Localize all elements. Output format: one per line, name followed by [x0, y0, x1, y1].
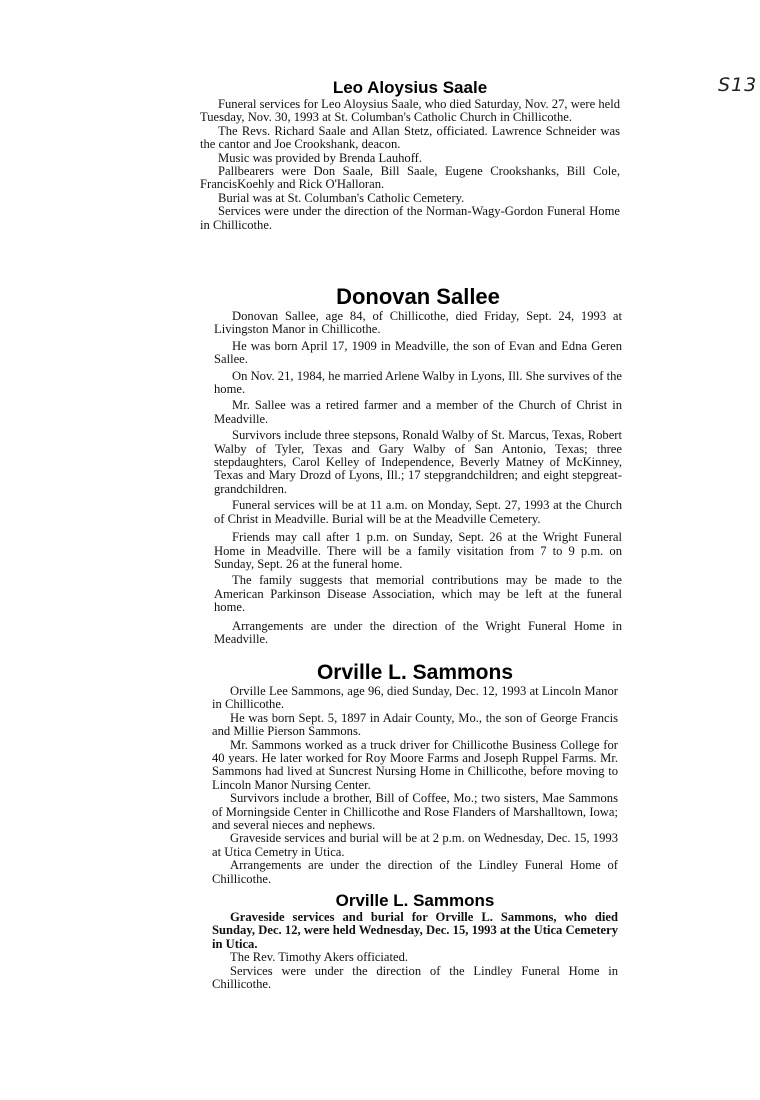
paragraph: Arrangements are under the direction of the Lindley Funeral Home of Chillicothe. [212, 858, 618, 886]
paragraph: He was born Sept. 5, 1897 in Adair County, Mo., the son of George Francis and Millie Pierson Sammons. [212, 710, 618, 739]
paragraph: Services were under the direction of the Lindley Funeral Home in Chillicothe. [212, 963, 618, 992]
paragraph: Graveside services and burial for Orville L. Sammons, who died Sunday, Dec. 12, were held Wednesday, Dec. 15, 1993 at the Utica Cemetery in Utica. [212, 910, 618, 951]
paragraph: He was born April 17, 1909 in Meadville, the son of Evan and Edna Geren Sallee. [214, 338, 622, 367]
paragraph: Burial was at St. Columban's Catholic Cemetery. [218, 190, 465, 205]
paragraph: Mr. Sammons worked as a truck driver for Chillicothe Business College for 40 years. He later worked for Roy Moore Farms and Joseph Ruppel Farms. Mr. Sammons had lived at Suncrest Nursing Home in Chillicothe, before moving to Lincoln Manor Nursing Center. [212, 737, 618, 792]
paragraph: Friends may call after 1 p.m. on Sunday, Sept. 26 at the Wright Funeral Home in Meadville. There will be a family visitation from 7 to 9 p.m. on Sunday, Sept. 26 at the funeral home. [214, 530, 622, 571]
handwritten-page-mark: S13 [718, 74, 758, 96]
paragraph: Donovan Sallee, age 84, of Chillicothe, died Friday, Sept. 24, 1993 at Livingston Manor in Chillicothe. [214, 309, 622, 337]
obituary-body [200, 98, 620, 232]
paragraph: Pallbearers were Don Saale, Bill Saale, Eugene Crookshanks, Bill Cole, FrancisKoehly and Rick O'Halloran. [200, 164, 620, 192]
obituary-body [212, 685, 618, 886]
obituary-title: Donovan Sallee [336, 284, 500, 309]
paragraph: Funeral services for Leo Aloysius Saale, who died Saturday, Nov. 27, were held Tuesday, Nov. 30, 1993 at St. Columban's Catholic Church in Chillicothe. [200, 97, 620, 125]
obituary-body [212, 911, 618, 991]
paragraph: The family suggests that memorial contributions may be made to the American Parkinson Disease Association, which may be left at the funeral home. [214, 573, 622, 615]
paragraph: Survivors include three stepsons, Ronald Walby of St. Marcus, Texas, Robert Walby of Tyler, Texas and Gary Walby of San Antonio, Texas; three stepdaughters, Carol Kelley of Independence, Beverly Matney of McKinney, Texas and Mary Drozd of Lyons, Ill.; 17 stepgrandchildren; and eight stepgreat-grandchildren. [214, 428, 622, 496]
paragraph: Graveside services and burial will be at 2 p.m. on Wednesday, Dec. 15, 1993 at Utica Cemetry in Utica. [212, 831, 618, 859]
paragraph: The Revs. Richard Saale and Allan Stetz, officiated. Lawrence Schneider was the cantor and Joe Crookshank, deacon. [200, 123, 620, 152]
obituary-orville-l-sammons [212, 660, 618, 886]
paragraph: Services were under the direction of the Norman-Wagy-Gordon Funeral Home in Chillicothe. [200, 204, 620, 232]
paragraph: Survivors include a brother, Bill of Coffee, Mo.; two sisters, Mae Sammons of Morningside Center in Chillicothe and Rose Flanders of Marshalltown, Iowa; and several nieces and nephews. [212, 791, 618, 833]
paragraph: Orville Lee Sammons, age 96, died Sunday, Dec. 12, 1993 at Lincoln Manor in Chillicothe. [212, 684, 618, 712]
paragraph: Music was provided by Brenda Lauhoff. [218, 150, 423, 165]
paragraph: Mr. Sallee was a retired farmer and a member of the Church of Christ in Meadville. [214, 398, 622, 426]
obituary-title: Orville L. Sammons [316, 661, 514, 684]
obituary-title: Orville L. Sammons [335, 891, 495, 910]
paragraph: Arrangements are under the direction of the Wright Funeral Home in Meadville. [214, 618, 622, 646]
paragraph: Funeral services will be at 11 a.m. on Monday, Sept. 27, 1993 at the Church of Christ in Meadville. Burial will be at the Meadville Cemetery. [214, 498, 622, 526]
obituary-title: Leo Aloysius Saale [332, 78, 488, 97]
obituary-donovan-sallee [214, 284, 622, 646]
obituary-body [214, 310, 622, 646]
paragraph: The Rev. Timothy Akers officiated. [230, 950, 409, 965]
obituary-orville-l-sammons-services [212, 891, 618, 991]
paragraph: On Nov. 21, 1984, he married Arlene Walby in Lyons, Ill. She survives of the home. [214, 368, 622, 397]
obituary-leo-aloysius-saale [200, 78, 620, 232]
